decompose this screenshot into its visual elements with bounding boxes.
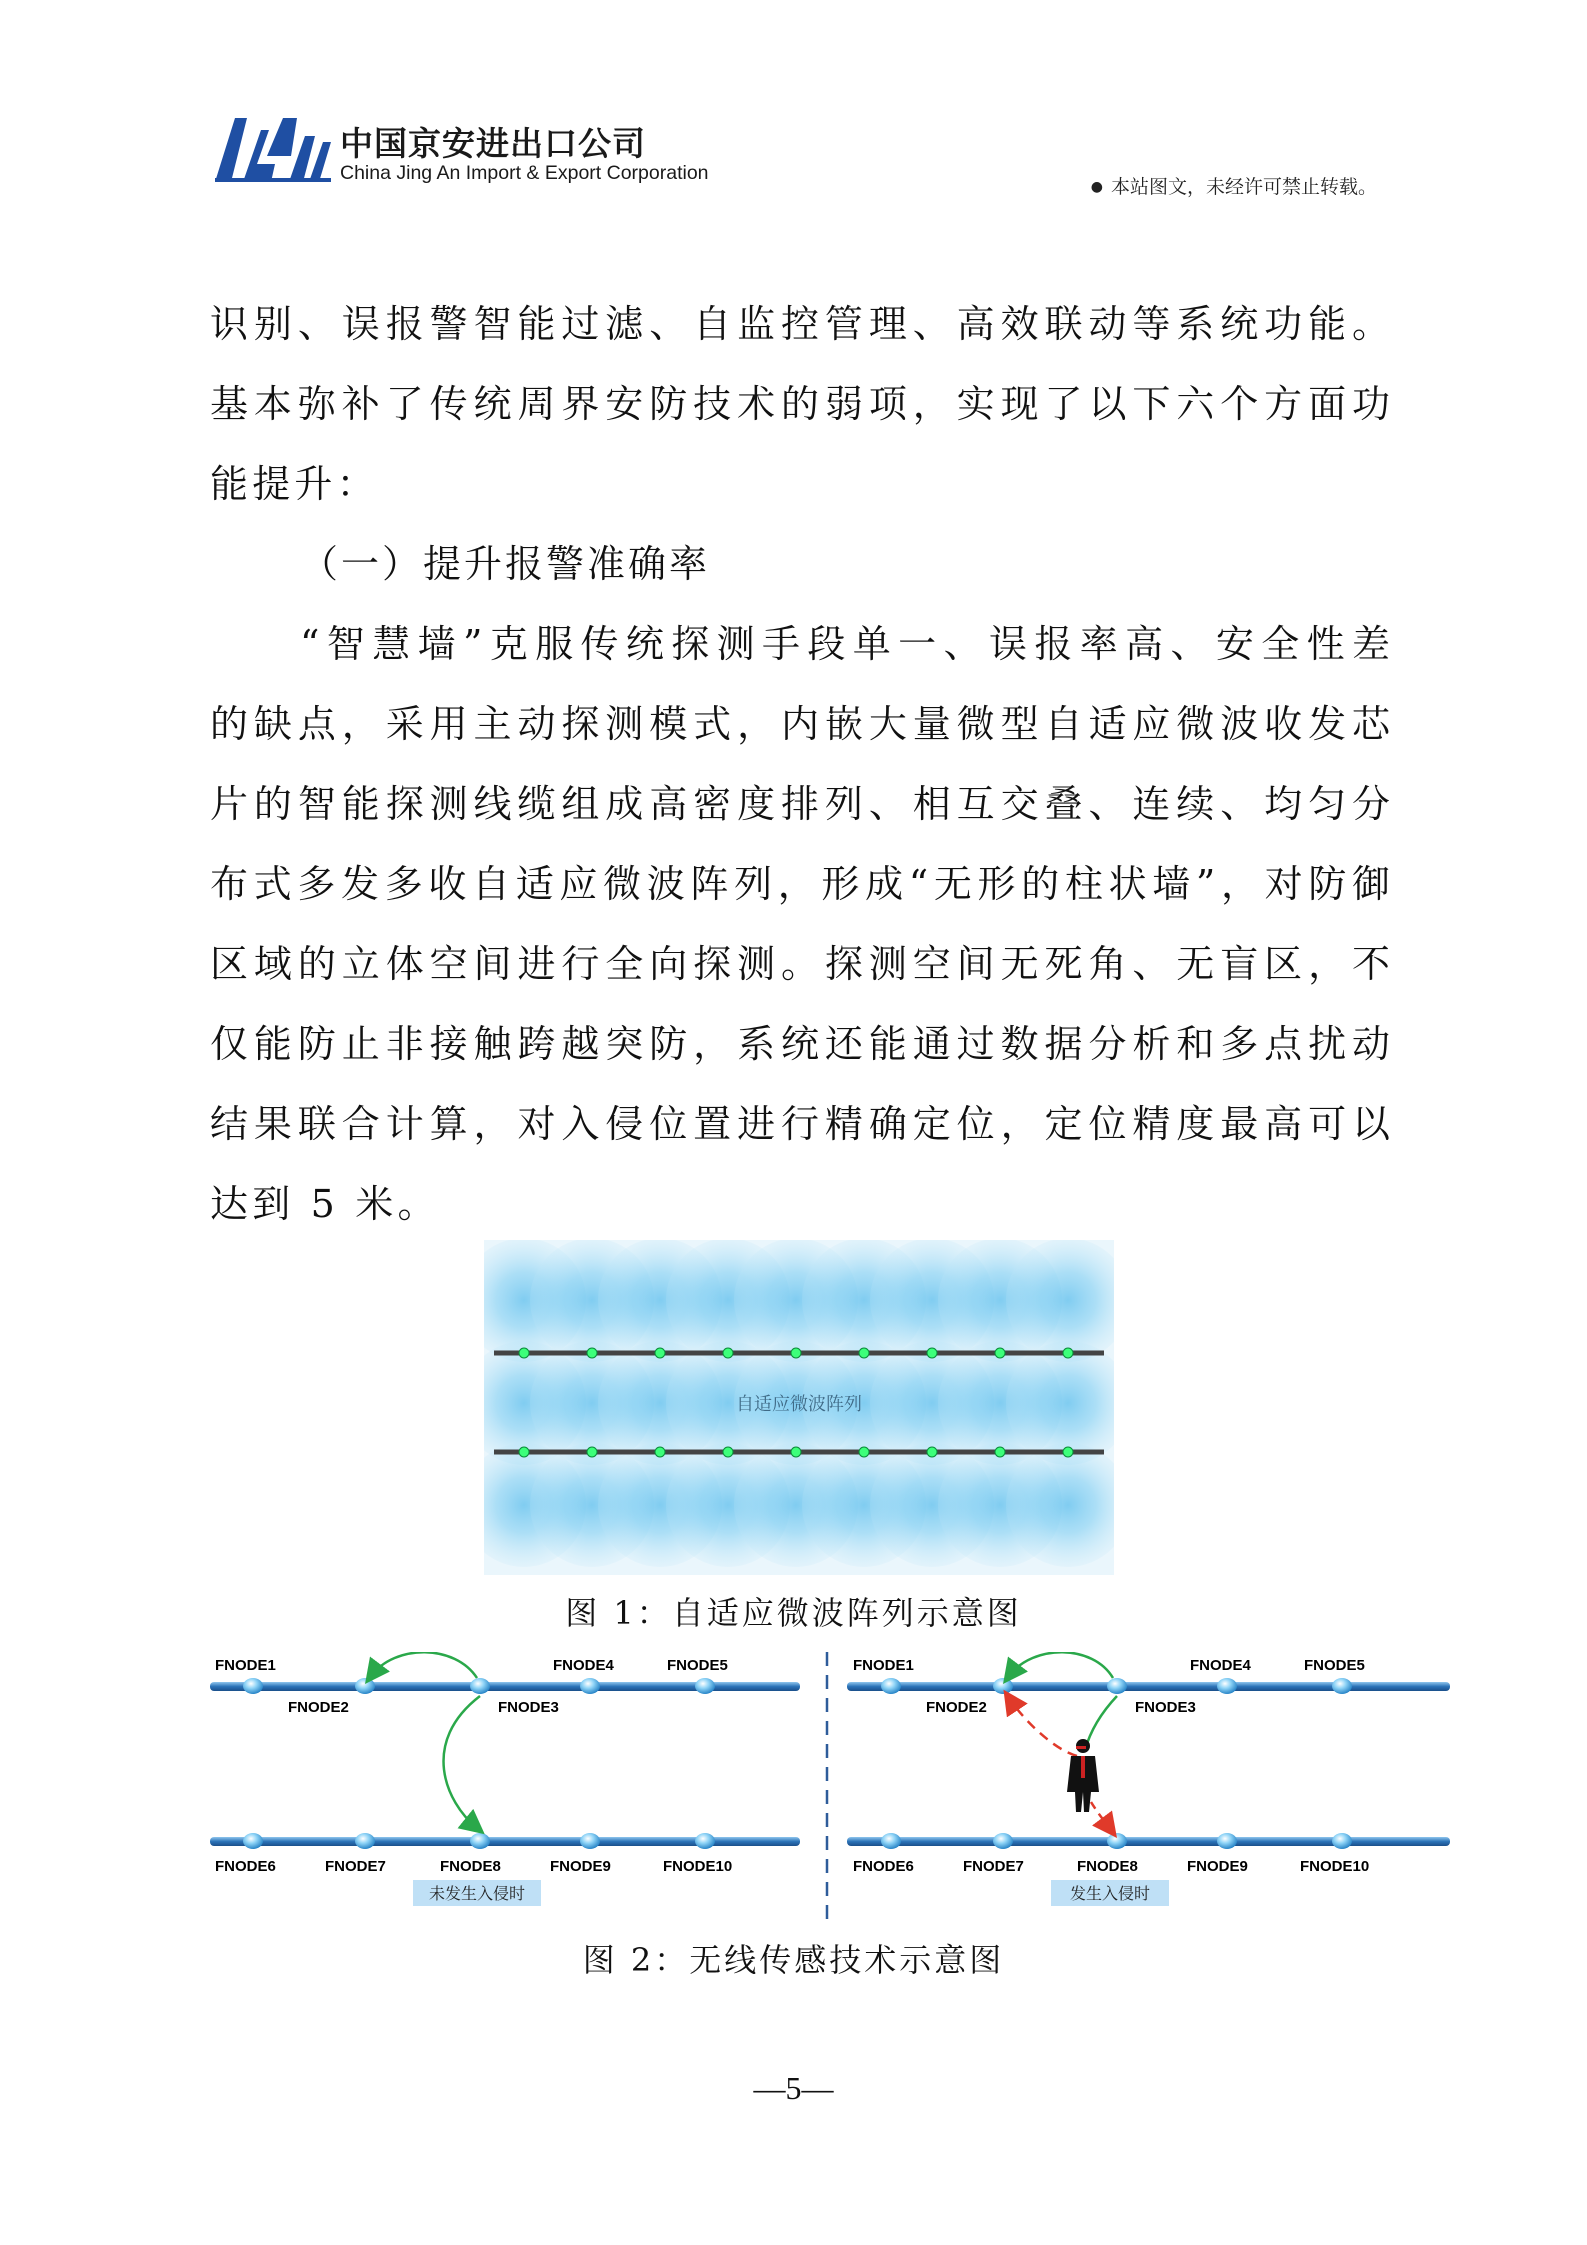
wireless-sensing-figure — [205, 1652, 1455, 1922]
sensor-chip — [519, 1447, 529, 1457]
left-bottom-label-2: FNODE7 — [325, 1858, 386, 1875]
right-bottom-label-4: FNODE9 — [1187, 1858, 1248, 1875]
right-arrow-3-to-2 — [1009, 1652, 1113, 1678]
sensor-chip — [1063, 1447, 1073, 1457]
right-alert-arrow-down — [1091, 1802, 1111, 1830]
left-panel — [210, 1652, 800, 1906]
left-bottom-label-3: FNODE8 — [440, 1858, 501, 1875]
sensor-chip — [587, 1447, 597, 1457]
sensor-chip — [927, 1447, 937, 1457]
sensor-chip — [723, 1348, 733, 1358]
left-panel-label: 未发生入侵时 — [428, 1886, 526, 1903]
copyright-notice-text: 本站图文，未经许可禁止转载。 — [1110, 176, 1377, 198]
sensor-chip — [791, 1348, 801, 1358]
sensor-chip — [927, 1348, 937, 1358]
copyright-notice — [1091, 172, 1377, 199]
right-top-label-2: FNODE2 — [926, 1699, 987, 1716]
right-arrow-3-blocked — [1085, 1696, 1117, 1750]
paragraph-line-2: 的缺点，采用主动探测模式，内嵌大量微型自适应微波收发芯 — [210, 702, 1390, 746]
right-bottom-label-2: FNODE7 — [963, 1858, 1024, 1875]
right-bottom-label-3: FNODE8 — [1077, 1858, 1138, 1875]
right-bottom-label-5: FNODE10 — [1300, 1858, 1370, 1875]
body-line-1: 识别、误报警智能过滤、自监控管理、高效联动等系统功能。 — [210, 302, 1390, 346]
sensor-chip — [995, 1447, 1005, 1457]
sensor-chip — [723, 1447, 733, 1457]
right-rail-top — [847, 1682, 1450, 1691]
sensor-chip — [791, 1447, 801, 1457]
sensor-chip — [859, 1447, 869, 1457]
right-top-label-4: FNODE4 — [1190, 1657, 1251, 1674]
intruder-icon — [1067, 1739, 1099, 1812]
bullet-icon: ● — [1090, 179, 1103, 195]
right-top-label-3: FNODE3 — [1135, 1699, 1196, 1716]
left-top-label-1: FNODE1 — [215, 1657, 276, 1674]
left-arrow-3-to-2 — [371, 1652, 477, 1678]
sensor-chip — [1063, 1348, 1073, 1358]
right-rail-bottom — [847, 1837, 1450, 1846]
company-name-cn: 中国京安进出口公司 — [340, 124, 646, 163]
left-arrow-3-to-8 — [444, 1696, 480, 1828]
left-bottom-label-1: FNODE6 — [215, 1858, 276, 1875]
paragraph-line-4: 布式多发多收自适应微波阵列，形成“无形的柱状墙”，对防御 — [210, 862, 1390, 906]
right-bottom-label-1: FNODE6 — [853, 1858, 914, 1875]
right-top-label-1: FNODE1 — [853, 1657, 914, 1674]
sensor-chip — [519, 1348, 529, 1358]
paragraph-line-6: 仅能防止非接触跨越突防，系统还能通过数据分析和多点扰动 — [210, 1022, 1390, 1066]
left-top-label-2: FNODE2 — [288, 1699, 349, 1716]
paragraph-line-7: 结果联合计算，对入侵位置进行精确定位，定位精度最高可以 — [210, 1102, 1390, 1146]
company-logo — [213, 112, 333, 184]
body-line-2: 基本弥补了传统周界安防技术的弱项，实现了以下六个方面功 — [210, 382, 1390, 426]
left-top-label-3: FNODE3 — [498, 1699, 559, 1716]
section-heading: （一）提升报警准确率 — [300, 542, 711, 586]
right-panel-label: 发生入侵时 — [1069, 1886, 1151, 1903]
right-alert-arrow-up — [1009, 1698, 1077, 1756]
sensor-chip — [587, 1348, 597, 1358]
sensor-chip — [995, 1348, 1005, 1358]
microwave-array-figure — [484, 1240, 1114, 1575]
right-panel — [847, 1652, 1450, 1906]
left-bottom-label-5: FNODE10 — [663, 1858, 733, 1875]
sensor-chip — [655, 1348, 665, 1358]
left-top-label-4: FNODE4 — [553, 1657, 614, 1674]
figure1-caption: 图 1：自适应微波阵列示意图 — [565, 1594, 1022, 1632]
body-line-3: 能提升： — [210, 462, 379, 506]
sensor-chip — [859, 1348, 869, 1358]
company-name-en: China Jing An Import & Export Corporation — [340, 162, 709, 184]
left-bottom-label-4: FNODE9 — [550, 1858, 611, 1875]
right-top-label-5: FNODE5 — [1304, 1657, 1365, 1674]
figure2-caption: 图 2：无线传感技术示意图 — [582, 1941, 1005, 1979]
paragraph-line-5: 区域的立体空间进行全向探测。探测空间无死角、无盲区，不 — [210, 942, 1390, 986]
array-label: 自适应微波阵列 — [736, 1394, 862, 1414]
sensor-chip — [655, 1447, 665, 1457]
left-top-label-5: FNODE5 — [667, 1657, 728, 1674]
paragraph-line-1: “智慧墙”克服传统探测手段单一、误报率高、安全性差 — [300, 622, 1390, 666]
page-number: —5— — [753, 2070, 834, 2106]
paragraph-line-8: 达到 5 米。 — [210, 1182, 440, 1226]
paragraph-line-3: 片的智能探测线缆组成高密度排列、相互交叠、连续、均匀分 — [210, 782, 1390, 826]
